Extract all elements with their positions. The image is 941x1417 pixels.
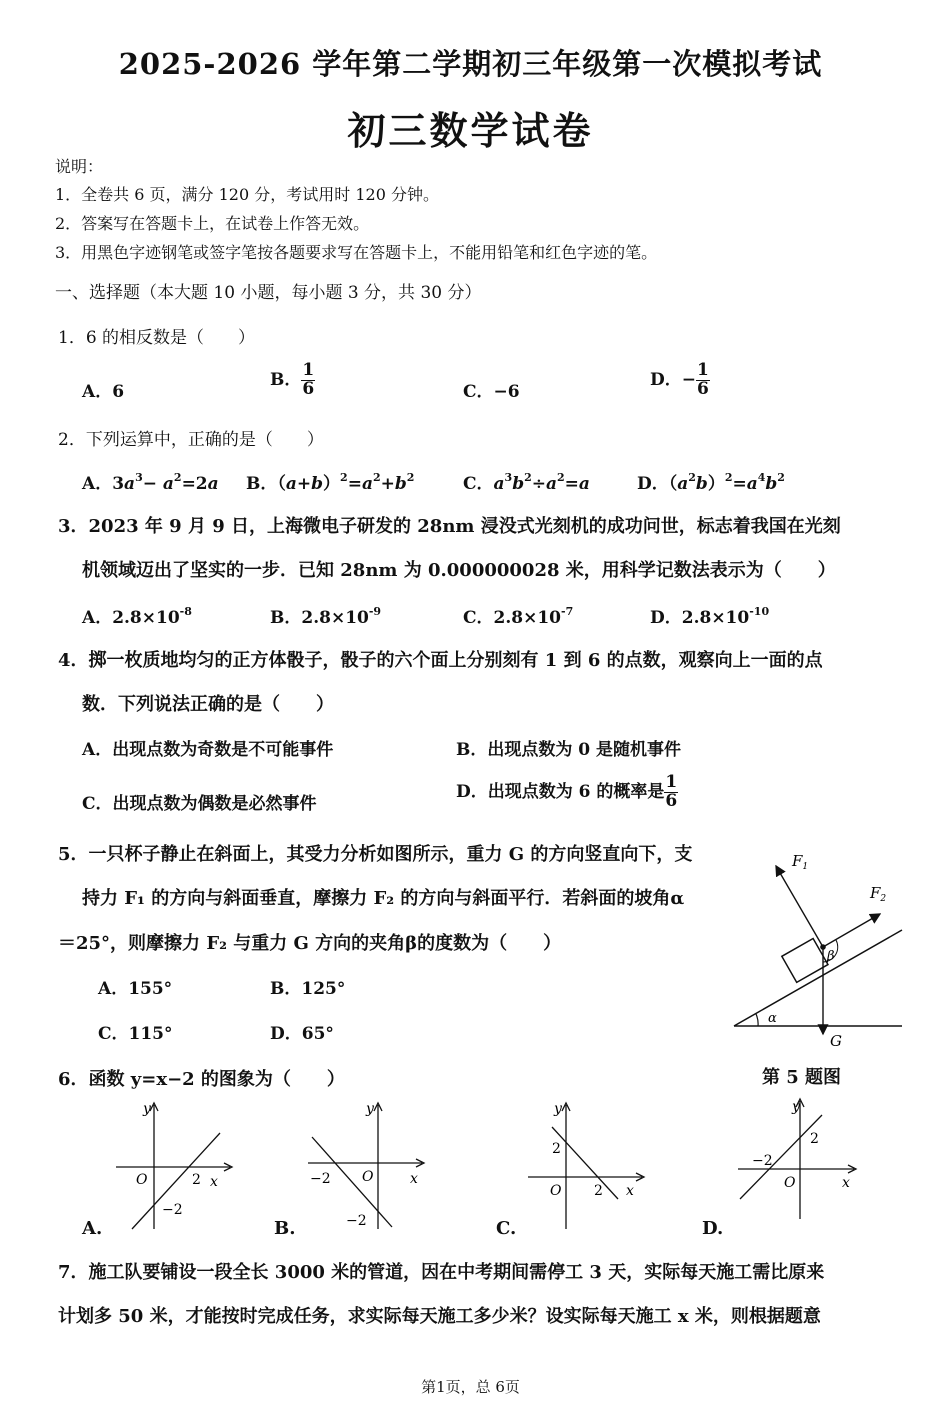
question-4-line1: 4．掷一枚质地均匀的正方体骰子，骰子的六个面上分别刻有 1 到 6 的点数，观察向上一面的点 xyxy=(58,650,823,671)
q5-figure-caption: 第 5 题图 xyxy=(762,1067,842,1088)
q6-graph-c xyxy=(520,1095,650,1235)
instruction-item: 1．全卷共 6 页，满分 120 分，考试用时 120 分钟。 xyxy=(55,185,439,204)
question-5-line1: 5．一只杯子静止在斜面上，其受力分析如图所示，重力 G 的方向竖直向下，支 xyxy=(58,844,693,865)
q5-option-d: D．65° xyxy=(270,1024,334,1044)
question-3-line2: 机领域迈出了坚实的一步．已知 28nm 为 0.000000028 米，用科学记数法表示为（ ） xyxy=(82,560,836,581)
y-axis-label: y xyxy=(554,1101,562,1117)
question-4-line2: 数．下列说法正确的是（ ） xyxy=(82,694,334,715)
x-axis-label: x xyxy=(842,1175,850,1191)
f1-label: $F_1$ xyxy=(792,852,809,872)
q2-option-a: A．$3a^3- a^2=2a$ xyxy=(82,471,219,494)
instruction-item: 3．用黑色字迹钢笔或签字笔按各题要求写在答题卡上，不能用铅笔和红色字迹的笔。 xyxy=(55,243,658,262)
question-6-stem: 6．函数 y=x−2 的图象为（ ） xyxy=(58,1069,345,1090)
exam-title: 2025-2026 学年第二学期初三年级第一次模拟考试 xyxy=(118,47,823,81)
y-tick: −2 xyxy=(346,1213,367,1229)
x-tick: −2 xyxy=(752,1153,773,1169)
q5-force-diagram xyxy=(728,842,908,1057)
y-tick: 2 xyxy=(810,1131,819,1147)
q1-option-a: A．6 xyxy=(82,382,125,402)
q2-option-d: D．$(a^2b)^2=a^4b^2$ xyxy=(637,471,785,494)
origin-label: O xyxy=(550,1183,562,1199)
paper-subtitle: 初三数学试卷 xyxy=(347,108,594,153)
g-label: G xyxy=(830,1032,842,1050)
q6-graph-b xyxy=(300,1095,430,1235)
q3-option-b: B．$2.8\times 10^{-9}$ xyxy=(270,605,382,628)
q2-option-b: B．$(a+b)^2=a^2+b^2$ xyxy=(246,471,415,494)
q1-option-d: D．− $\frac{1}{6}$ xyxy=(650,360,709,399)
alpha-label: α xyxy=(768,1011,777,1026)
origin-label: O xyxy=(136,1172,148,1188)
instruction-item: 2．答案写在答题卡上，在试卷上作答无效。 xyxy=(55,214,370,233)
question-5-line3: ＝25°，则摩擦力 F₂ 与重力 G 方向的夹角β的度数为（ ） xyxy=(58,933,562,954)
instructions-heading: 说明： xyxy=(55,157,104,176)
q2-option-c: C．$a^3b^2\div a^2=a$ xyxy=(463,471,590,494)
q4-option-a: A．出现点数为奇数是不可能事件 xyxy=(82,740,334,760)
q4-option-c: C．出现点数为偶数是必然事件 xyxy=(82,794,317,814)
x-axis-label: x xyxy=(626,1183,634,1199)
q3-option-a: A．$2.8\times 10^{-8}$ xyxy=(82,605,192,628)
x-axis-label: x xyxy=(210,1174,218,1190)
q5-option-b: B．125° xyxy=(270,979,346,999)
question-3-line1: 3．2023 年 9 月 9 日，上海微电子研发的 28nm 浸没式光刻机的成功问世，标志着我国在光刻 xyxy=(58,516,841,537)
q6-graph-d xyxy=(730,1095,870,1225)
x-tick: −2 xyxy=(310,1171,331,1187)
x-tick: 2 xyxy=(192,1172,201,1188)
q6-option-b-label: B. xyxy=(274,1218,296,1239)
q6-graph-a xyxy=(110,1095,240,1235)
y-axis-label: y xyxy=(792,1099,800,1115)
section-heading: 一、选择题（本大题 10 小题，每小题 3 分，共 30 分） xyxy=(55,283,482,303)
question-5-line2: 持力 F₁ 的方向与斜面垂直，摩擦力 F₂ 的方向与斜面平行．若斜面的坡角α xyxy=(82,888,685,909)
q4-option-b: B．出现点数为 0 是随机事件 xyxy=(456,740,682,760)
x-tick: 2 xyxy=(594,1183,603,1199)
origin-label: O xyxy=(362,1169,374,1185)
q6-option-a-label: A. xyxy=(82,1218,103,1239)
question-1-stem: 1．6 的相反数是（ ） xyxy=(58,328,256,348)
y-tick: −2 xyxy=(162,1202,183,1218)
page-footer: 第1页，总 6页 xyxy=(421,1378,520,1396)
question-2-stem: 2．下列运算中，正确的是（ ） xyxy=(58,430,324,450)
q6-option-d-label: D. xyxy=(702,1218,724,1239)
y-axis-label: y xyxy=(143,1101,151,1117)
q1-option-b: B． $\frac{1}{6}$ xyxy=(270,360,315,399)
q3-option-c: C．$2.8\times 10^{-7}$ xyxy=(463,605,574,628)
q4-option-d: D．出现点数为 6 的概率是 $\frac{1}{6}$ xyxy=(456,772,678,811)
origin-label: O xyxy=(784,1175,796,1191)
question-7-line2: 计划多 50 米，才能按时完成任务，求实际每天施工多少米？设实际每天施工 x 米，则根据题意 xyxy=(58,1306,821,1327)
beta-label: β xyxy=(827,949,835,964)
y-tick: 2 xyxy=(552,1141,561,1157)
question-7-line1: 7．施工队要铺设一段全长 3000 米的管道，因在中考期间需停工 3 天，实际每天施工需比原来 xyxy=(58,1262,825,1283)
y-axis-label: y xyxy=(366,1101,374,1117)
x-axis-label: x xyxy=(410,1171,418,1187)
q1-option-c: C．−6 xyxy=(463,382,520,402)
q3-option-d: D．$2.8\times 10^{-10}$ xyxy=(650,605,770,628)
q5-option-a: A．155° xyxy=(98,979,173,999)
q5-option-c: C．115° xyxy=(98,1024,173,1044)
q6-option-c-label: C. xyxy=(496,1218,517,1239)
f2-label: $F_2$ xyxy=(870,884,887,904)
